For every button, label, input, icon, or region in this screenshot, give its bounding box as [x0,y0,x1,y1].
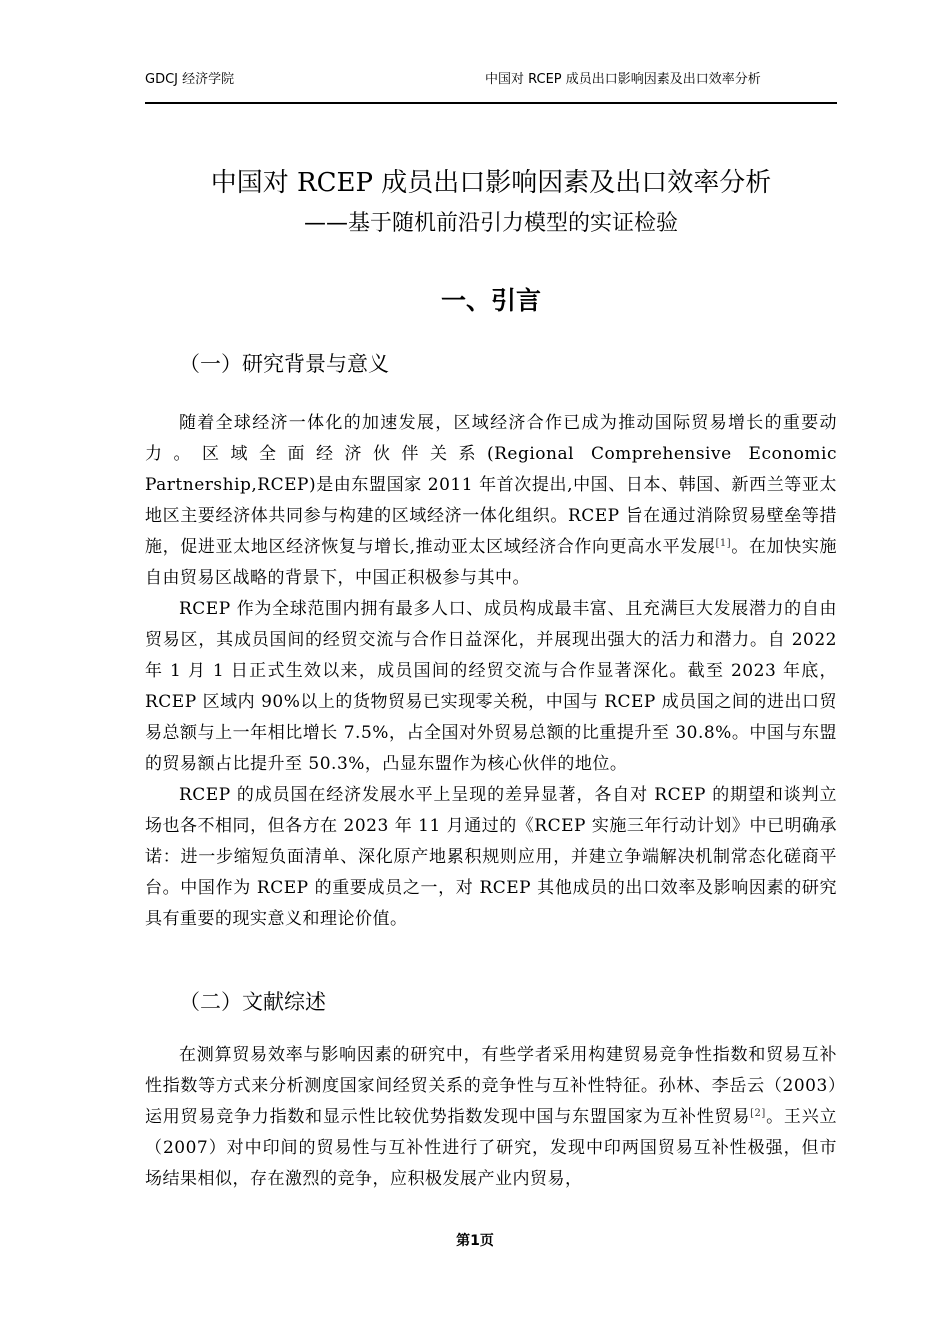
subsection-heading-literature-review: （二）文献综述 [179,990,326,1014]
paper-subtitle: ——基于随机前沿引力模型的实证检验 [303,211,678,236]
paragraph-text: 。在加快实施自由贸易区战略的背景下，中国正积极参与其中。 [145,537,838,588]
subsection-heading-background: （一）研究背景与意义 [179,352,389,376]
paragraph [145,1040,837,1195]
header-institution: GDCJ 经济学院 [145,72,235,87]
header-paper-title: 中国对 RCEP 成员出口影响因素及出口效率分析 [485,72,761,87]
paragraph-text: 随着全球经济一体化的加速发展，区域经济合作已成为推动国际贸易增长的重要动力。区域全面经济伙伴关系(Regional Comprehensive Economic Partnership,RCEP)是由东盟国家 2011 年首次提出,中国、日本、韩国、新西兰等亚太地区主要经济体共同参与构建的区域经济一体化组织。RCEP 旨在通过消除贸易壁垒等措施，促进亚太地区经济恢复与增长,推动亚太区域经济合作向更高水平发展 [145,413,837,557]
literature-review-body [145,1040,837,1195]
page-number: 第1页 [456,1233,494,1249]
paragraph-text: 。王兴立（2007）对中印间的贸易性与互补性进行了研究，发现中印两国贸易互补性极强，但市场结果相似，存在激烈的竞争，应积极发展产业内贸易， [145,1107,838,1189]
paragraph: RCEP 作为全球范围内拥有最多人口、成员构成最丰富、且充满巨大发展潜力的自由贸易区，其成员国间的经贸交流与合作日益深化，并展现出强大的活力和潜力。自 2022 年 1 月 1 日正式生效以来，成员国间的经贸交流与合作显著深化。截至 2023 年底，RCEP 区域内 90%以上的货物贸易已实现零关税，中国与 RCEP 成员国之间的进出口贸易总额与上一年相比增长 7.5%，占全国对外贸易总额的比重提升至 30.8%。中国与东盟的贸易额占比提升至 50.3%，凸显东盟作为核心伙伴的地位。 [145,599,837,774]
paragraph [145,408,837,594]
background-body [145,408,837,935]
paper-title: 中国对 RCEP 成员出口影响因素及出口效率分析 [210,168,772,198]
citation-ref: [1] [715,538,732,549]
citation-ref: [2] [750,1108,766,1119]
paragraph: RCEP 的成员国在经济发展水平上呈现的差异显著，各自对 RCEP 的期望和谈判立场也各不相同，但各方在 2023 年 11 月通过的《RCEP 实施三年行动计划》中已明确承诺：进一步缩短负面清单、深化原产地累积规则应用，并建立争端解决机制常态化磋商平台。中国作为 RCEP 的重要成员之一，对 RCEP 其他成员的出口效率及影响因素的研究具有重要的现实意义和理论价值。 [145,785,837,929]
page-header [145,62,837,104]
paragraph-text: 在测算贸易效率与影响因素的研究中，有些学者采用构建贸易竞争性指数和贸易互补性指数等方式来分析测度国家间经贸关系的竞争性与互补性特征。孙林、李岳云（2003）运用贸易竞争力指数和显示性比较优势指数发现中国与东盟国家为互补性贸易 [145,1045,837,1127]
section-heading-introduction: 一、引言 [440,286,541,315]
